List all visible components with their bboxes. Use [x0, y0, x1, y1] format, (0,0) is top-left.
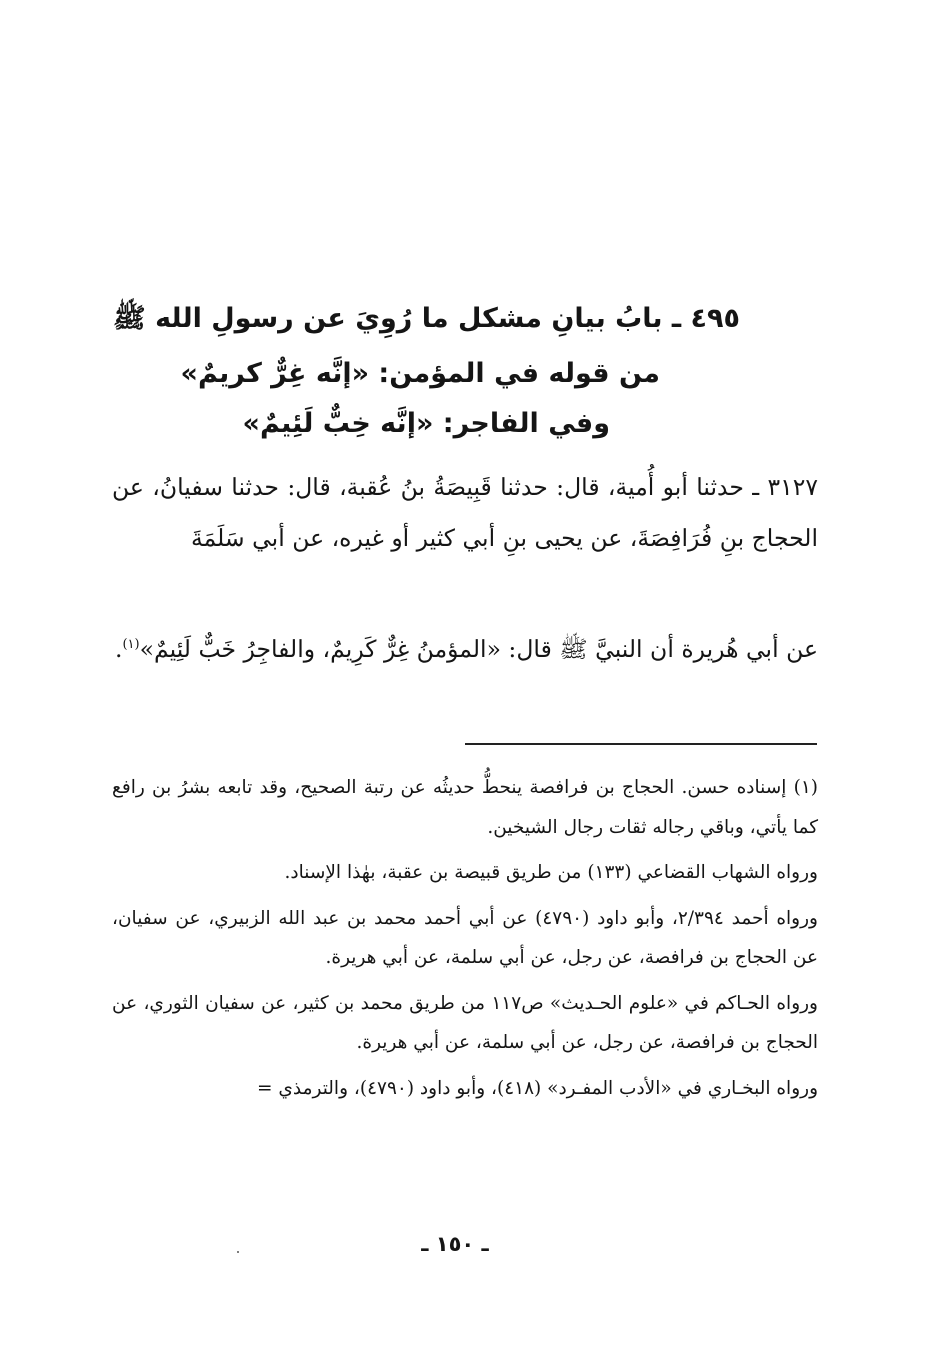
footnotes-section [112, 768, 818, 1108]
footnote-line-ahmad: ورواه أحمد ٢/٣٩٤، وأبو داود (٤٧٩٠) عن أبي أحمد محمد بن عبد الله الزبيري، عن سفيان، عن الحجاج بن فرافصة، عن رجل، عن أبي سلمة، عن أبي هريرة. [112, 907, 818, 968]
chapter-title-line-3: وفي الفاجر: «إنَّه خِبٌّ لَئِيمٌ» [242, 408, 610, 439]
hadith-isnad: ٣١٢٧ ـ حدثنا أبو أُمية، قال: حدثنا قَبِيصَةُ بنُ عُقبة، قال: حدثنا سفيانُ، عن الحجاج بنِ فُرَافِصَةَ، عن يحيى بنِ أبي كثير أو غيره، عن أبي سَلَمَةَ [112, 473, 818, 552]
footnote-line-bukhari: ورواه البخـاري في «الأدب المفـرد» (٤١٨)، وأبو داود (٤٧٩٠)، والترمذي = [257, 1077, 818, 1099]
footnote-1: (١) إسناده حسن. الحجاج بن فرافصة ينحطُّ حديثُه عن رتبة الصحيح، وقد تابعه بشرُ بن رافع كما يأتي، وباقي رجاله ثقات رجال الشيخين. [112, 777, 818, 838]
hadith-end-punctuation: . [114, 635, 123, 663]
scan-speck [237, 1251, 239, 1253]
hadith-matn-paragraph [112, 624, 818, 675]
page-number: ـ ١٥٠ ـ [421, 1232, 489, 1256]
chapter-title-line-2: من قوله في المؤمن: «إنَّه غِرٌّ كريمٌ» [180, 358, 660, 389]
footnote-separator [465, 743, 817, 745]
hadith-matn: عن أبي هُريرة أن النبيَّ ﷺ قال: «المؤمنُ غِرٌّ كَرِيمٌ، والفاجِرُ خَبٌّ لَئِيمٌ» [139, 635, 818, 663]
footnote-line-hakim: ورواه الحـاكم في «علوم الحـديث» ص١١٧ من طريق محمد بن كثير، عن سفيان الثوري، عن الحجاج بن فرافصة، عن رجل، عن أبي سلمة، عن أبي هريرة. [112, 992, 818, 1053]
footnote-reference[interactable]: (١) [122, 637, 140, 653]
footnote-line-qudai: ورواه الشهاب القضاعي (١٣٣) من طريق قبيصة بن عقبة، بهٰذا الإسناد. [284, 862, 818, 883]
chapter-title-line-1: ٤٩٥ ـ بابُ بيانِ مشكل ما رُوِيَ عن رسولِ الله ﷺ [113, 303, 740, 334]
